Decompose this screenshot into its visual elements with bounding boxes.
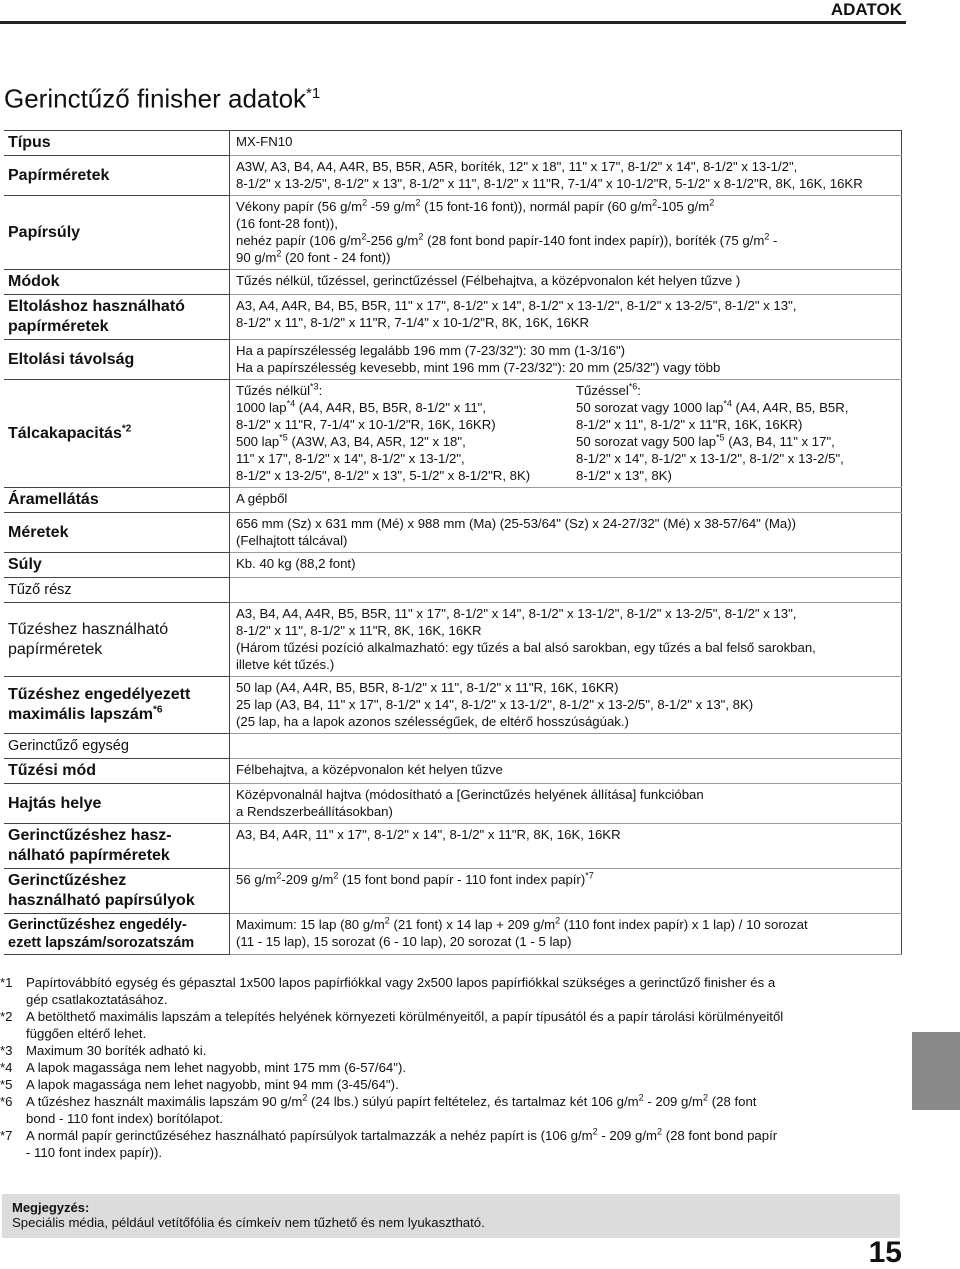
row-label-papirsuly: Papírsúly — [4, 196, 230, 270]
row-label-gerinc-meret: Gerinctűzéshez hasz- nálható papírméretek — [4, 824, 230, 869]
footnote: *3 Maximum 30 boríték adható ki. — [0, 1043, 207, 1058]
table-row — [4, 513, 902, 553]
chapter-tab — [912, 1032, 960, 1110]
row-value-tuzesi-mod: Félbehajtva, a középvonalon két helyen tűzve — [230, 759, 902, 784]
table-row — [4, 196, 902, 270]
table-row — [4, 380, 902, 488]
row-value-gerinc-suly: 56 $g/m^2-209$ $g/m^2$ (15 font bond papír - 110 font index papír)$^{*7}$ — [230, 869, 902, 914]
row-label-papirmeretek: Papírméretek — [4, 156, 230, 196]
row-label-gerinc-max: Gerinctűzéshez engedély- ezett lapszám/sorozatszám — [4, 914, 230, 955]
row-value-meretek: 656 mm (Sz) x 631 mm (Mé) x 988 mm (Ma) (25-53/64" (Sz) x 24-27/32" (Mé) x 38-57/64" (Ma)) (Felhajtott tálcával) — [230, 513, 902, 553]
row-label-meretek: Méretek — [4, 513, 230, 553]
row-label-aramellatas: Áramellátás — [4, 488, 230, 513]
table-row — [4, 340, 902, 380]
row-label-suly: Súly — [4, 553, 230, 578]
section-value-gerinctuzo-egyseg — [230, 734, 902, 759]
row-label-tipus: Típus — [4, 131, 230, 156]
table-row — [4, 824, 902, 869]
row-label-tuzes-meret: Tűzéshez használható papírméretek — [4, 603, 230, 677]
footnote: *5 A lapok magassága nem lehet nagyobb, mint 94 mm (3-45/64"). — [0, 1077, 399, 1092]
row-label-talcakapacitas: Tálcakapacitás$^{*2}$ — [4, 380, 230, 488]
section-header: ADATOK — [830, 0, 902, 19]
row-label-tuzes-max: Tűzéshez engedélyezett maximális lapszám$^{*6}$ — [4, 677, 230, 734]
row-value-gerinc-meret: A3, B4, A4R, 11" x 17", 8-1/2" x 14", 8-1/2" x 11"R, 8K, 16K, 16KR — [230, 824, 902, 869]
row-value-tipus: MX-FN10 — [230, 131, 902, 156]
section-label-tuzo-resz: Tűző rész — [4, 578, 230, 603]
row-value-suly: Kb. 40 kg (88,2 font) — [230, 553, 902, 578]
row-value-modok: Tűzés nélkül, tűzéssel, gerinctűzéssel (Félbehajtva, a középvonalon két helyen tűzve ) — [230, 270, 902, 295]
row-label-tuzesi-mod: Tűzési mód — [4, 759, 230, 784]
table-row — [4, 553, 902, 578]
table-row — [4, 759, 902, 784]
table-row — [4, 156, 902, 196]
row-label-eltolasi-tavolsag: Eltolási távolság — [4, 340, 230, 380]
section-value-tuzo-resz — [230, 578, 902, 603]
capacity-with-staple: Tűzéssel$^{*6}$: 50 sorozat vagy 1000 lap$^{*4}$ (A4, A4R, B5, B5R, 8-1/2" x 11", 8-1/2" x 11"R, 16K, 16KR) 50 sorozat vagy 500 lap$^{*5}$ (A3, B4, 11" x 17", 8-1/2" x 14", 8-1/2" x 13-1/2", 8-1/2" x 13-2/5", 8-1/2" x 13", 8K) — [576, 381, 849, 483]
footnote: *6 A tűzéshez használt maximális lapszám 90 $g/m^2$ (24 lbs.) súlyú papírt feltételez, és tartalmaz két 106 $g/m^2 - 209$ $g/m^2$ (28 font bond - 110 font index) borítólapot. — [0, 1092, 757, 1126]
title-footnote-mark: *1 — [306, 85, 321, 102]
table-section-row — [4, 578, 902, 603]
row-label-modok: Módok — [4, 270, 230, 295]
footnotes — [0, 974, 900, 1161]
table-row — [4, 914, 902, 955]
table-section-row — [4, 734, 902, 759]
row-value-tuzes-meret: A3, B4, A4, A4R, B5, B5R, 11" x 17", 8-1/2" x 14", 8-1/2" x 13-1/2", 8-1/2" x 13-2/5", 8-1/2" x 13", 8-1/2" x 11", 8-1/2" x 11"R, 8K, 16K, 16KR (Három tűzési pozíció alkalmazható: egy tűzés a bal alsó sarokban, egy tűzés a bal felső sarokban, illetve két tűzés.) — [230, 603, 902, 677]
footnote: *1 Papírtovábbító egység és gépasztal 1x500 lapos papírfiókkal vagy 2x500 lapos papírfiókkal szükséges a gerinctűző finisher és a gép csatlakoztatásához. — [0, 975, 776, 1007]
table-row — [4, 131, 902, 156]
table-row — [4, 295, 902, 340]
table-row — [4, 270, 902, 295]
row-value-tuzes-max: 50 lap (A4, A4R, B5, B5R, 8-1/2" x 11", 8-1/2" x 11"R, 16K, 16KR) 25 lap (A3, B4, 11" x 17", 8-1/2" x 14", 8-1/2" x 13-1/2", 8-1/2" x 13-2/5", 8-1/2" x 13", 8K) (25 lap, ha a lapok azonos szélességűek, de eltérő hosszúságúak.) — [230, 677, 902, 734]
page-number: 15 — [868, 1236, 902, 1269]
capacity-without-staple: Tűzés nélkül$^{*3}$: 1000 lap$^{*4}$ (A4, A4R, B5, B5R, 8-1/2" x 11", 8-1/2" x 11"R, 7-1/4" x 10-1/2"R, 16K, 16KR) 500 lap$^{*5}$ (A3W, A3, B4, A5R, 12" x 18", 11" x 17", 8-1/2" x 14", 8-1/2" x 13-1/2", 8-1/2" x 13-2/5", 8-1/2" x 13", 5-1/2" x 8-1/2"R, 8K) — [236, 381, 531, 483]
table-row — [4, 784, 902, 824]
row-value-papirsuly: Vékony papír (56 $g/m^2$ -59 $g/m^2$ (15 font-16 font)), normál papír (60 $g/m^2-105$ $g/m^2$ (16 font-28 font)), nehéz papír (106 $g/m^2-256$ $g/m^2$ (28 font bond papír-140 font index papír)), boríték (75 $g/m^2$ - 90 $g/m^2$ (20 font - 24 font)) — [230, 196, 902, 270]
row-label-hajtas-helye: Hajtás helye — [4, 784, 230, 824]
header-rule — [0, 21, 906, 24]
note-title: Megjegyzés: — [12, 1200, 90, 1215]
row-value-papirmeretek: A3W, A3, B4, A4, A4R, B5, B5R, A5R, boríték, 12" x 18", 11" x 17", 8-1/2" x 14", 8-1/2" x 13-1/2", 8-1/2" x 13-2/5", 8-1/2" x 13", 8-1/2" x 11", 8-1/2" x 11"R, 7-1/4" x 10-1/2"R, 5-1/2" x 8-1/2"R, 8K, 16K, 16KR — [230, 156, 902, 196]
row-value-eltolas-meret: A3, A4, A4R, B4, B5, B5R, 11" x 17", 8-1/2" x 14", 8-1/2" x 13-1/2", 8-1/2" x 13-2/5", 8-1/2" x 13", 8-1/2" x 11", 8-1/2" x 11"R, 7-1/4" x 10-1/2"R, 8K, 16K, 16KR — [230, 295, 902, 340]
table-row — [4, 869, 902, 914]
section-label-gerinctuzo-egyseg: Gerinctűző egység — [4, 734, 230, 759]
table-row — [4, 603, 902, 677]
row-label-eltolas-meret: Eltoláshoz használható papírméretek — [4, 295, 230, 340]
row-value-hajtas-helye: Középvonalnál hajtva (módosítható a [Gerinctűzés helyének állítása] funkcióban a Rendszerbeállításokban) — [230, 784, 902, 824]
row-value-talcakapacitas — [230, 380, 902, 488]
note-box — [2, 1194, 900, 1238]
row-label-gerinc-suly: Gerinctűzéshez használható papírsúlyok — [4, 869, 230, 914]
page-title: Gerinctűző finisher adatok$^{*1}$ — [4, 83, 321, 114]
footnote: *7 A normál papír gerinctűzéséhez használható papírsúlyok tartalmazzák a nehéz papírt is (106 $g/m^2 - 209$ $g/m^2$ (28 font bond papír - 110 font index papír)). — [0, 1126, 778, 1160]
spec-table — [4, 130, 902, 955]
footnote: *4 A lapok magassága nem lehet nagyobb, mint 175 mm (6-57/64"). — [0, 1060, 407, 1075]
note-text: Speciális média, például vetítőfólia és címkeív nem tűzhető és nem lyukasztható. — [12, 1215, 485, 1230]
table-row — [4, 488, 902, 513]
footnote: *2 A betölthető maximális lapszám a telepítés helyének környezeti körülményeitől, a papír típusától és a papír tárolási körülményeitől függően eltérő lehet. — [0, 1009, 784, 1041]
table-row — [4, 677, 902, 734]
row-value-gerinc-max: Maximum: 15 lap (80 $g/m^2$ (21 font) x 14 lap + 209 $g/m^2$ (110 font index papír) x 1 lap) / 10 sorozat (11 - 15 lap), 15 sorozat (6 - 10 lap), 20 sorozat (1 - 5 lap) — [230, 914, 902, 955]
row-value-eltolasi-tavolsag: Ha a papírszélesség legalább 196 mm (7-23/32"): 30 mm (1-3/16") Ha a papírszélesség kevesebb, mint 196 mm (7-23/32"): 20 mm (25/32") vagy több — [230, 340, 902, 380]
row-value-aramellatas: A gépből — [230, 488, 902, 513]
